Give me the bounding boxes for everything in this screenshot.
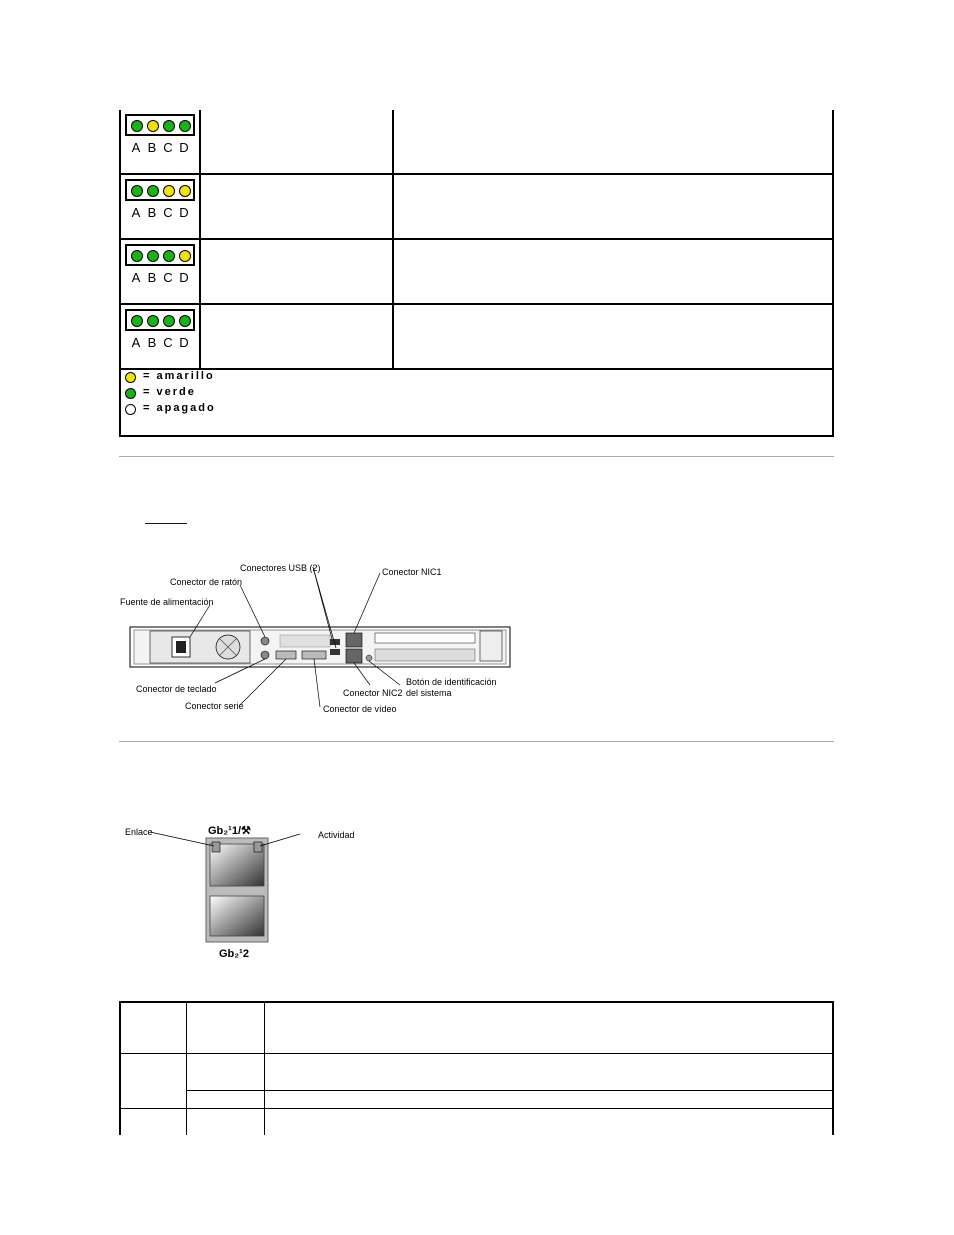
led-letter: A: [131, 205, 141, 220]
legend-text: = amarillo: [143, 370, 215, 382]
led-indicator-b: [147, 120, 159, 132]
label-nic2-connector: Conector NIC2: [343, 688, 403, 698]
led-indicator-d: [179, 315, 191, 327]
table-divider: [186, 1003, 187, 1135]
back-to-top-link[interactable]: [145, 509, 187, 524]
led-letter: D: [179, 335, 189, 350]
legend-item: [125, 386, 325, 402]
label-power-supply: Fuente de alimentación: [120, 597, 214, 607]
legend-item: [125, 370, 325, 386]
legend-dot: [125, 388, 136, 399]
led-letter: C: [163, 140, 173, 155]
led-letter: A: [131, 140, 141, 155]
table-row: [121, 305, 832, 370]
led-cell: [121, 305, 201, 368]
led-indicator-b: [147, 185, 159, 197]
divider: [119, 456, 834, 457]
table-divider: [121, 1053, 832, 1054]
led-letter: A: [131, 270, 141, 285]
led-letter: C: [163, 270, 173, 285]
led-letter: C: [163, 205, 173, 220]
legend-item: [125, 402, 325, 418]
legend-dot: [125, 404, 136, 415]
led-cell: [121, 110, 201, 173]
led-letter: B: [147, 270, 157, 285]
label-gb1: [208, 824, 251, 837]
led-indicator-d: [179, 250, 191, 262]
led-letter: B: [147, 205, 157, 220]
label-mouse-connector: Conector de ratón: [170, 577, 243, 587]
led-letter: C: [163, 335, 173, 350]
code-cell: [201, 110, 394, 173]
label-video-connector: Conector de vídeo: [323, 704, 397, 714]
led-letter: B: [147, 335, 157, 350]
led-letter: D: [179, 270, 189, 285]
label-system-id-button-2: del sistema: [406, 688, 452, 698]
led-indicator-d: [179, 185, 191, 197]
led-panel: [125, 179, 195, 201]
led-panel: [125, 244, 195, 266]
label-link: Enlace: [125, 827, 153, 837]
led-indicator-c: [163, 120, 175, 132]
led-indicator-b: [147, 250, 159, 262]
label-keyboard-connector: Conector de teclado: [136, 684, 217, 694]
led-indicator-d: [179, 120, 191, 132]
led-indicator-a: [131, 120, 143, 132]
wrench-icon: ⚒: [241, 825, 251, 837]
code-cell: [201, 240, 394, 303]
legend-text: = apagado: [143, 402, 216, 414]
led-indicator-c: [163, 315, 175, 327]
led-indicator-c: [163, 185, 175, 197]
table-row: [121, 240, 832, 305]
led-cell: [121, 240, 201, 303]
led-cell: [121, 175, 201, 238]
back-panel-diagram: [110, 555, 530, 720]
table-divider: [121, 1108, 832, 1109]
led-letter: D: [179, 140, 189, 155]
led-letter: D: [179, 205, 189, 220]
table-row: [121, 175, 832, 240]
code-cell: [201, 305, 394, 368]
table-divider: [186, 1090, 832, 1091]
legend-dot: [125, 372, 136, 383]
led-panel: [125, 309, 195, 331]
led-indicator-b: [147, 315, 159, 327]
led-letter: A: [131, 335, 141, 350]
label-system-id-button: Botón de identificación: [406, 677, 497, 687]
label-usb-connectors: Conectores USB (2): [240, 563, 321, 573]
divider: [119, 741, 834, 742]
nic-indicator-table: [119, 1001, 834, 1135]
led-indicator-a: [131, 185, 143, 197]
label-nic1-connector: Conector NIC1: [382, 567, 442, 577]
code-cell: [201, 175, 394, 238]
gb1-text: Gb₂¹1/: [208, 825, 241, 837]
led-panel: [125, 114, 195, 136]
legend-text: = verde: [143, 386, 196, 398]
table-row: [121, 110, 832, 175]
nic-indicator-diagram: [120, 820, 360, 970]
led-letter: B: [147, 140, 157, 155]
led-diagnostic-table: [119, 110, 834, 437]
led-indicator-a: [131, 250, 143, 262]
led-indicator-a: [131, 315, 143, 327]
label-activity: Actividad: [318, 830, 355, 840]
table-divider: [264, 1003, 265, 1135]
label-serial-connector: Conector serie: [185, 701, 244, 711]
label-gb2: Gb₂¹2: [219, 948, 249, 960]
led-indicator-c: [163, 250, 175, 262]
